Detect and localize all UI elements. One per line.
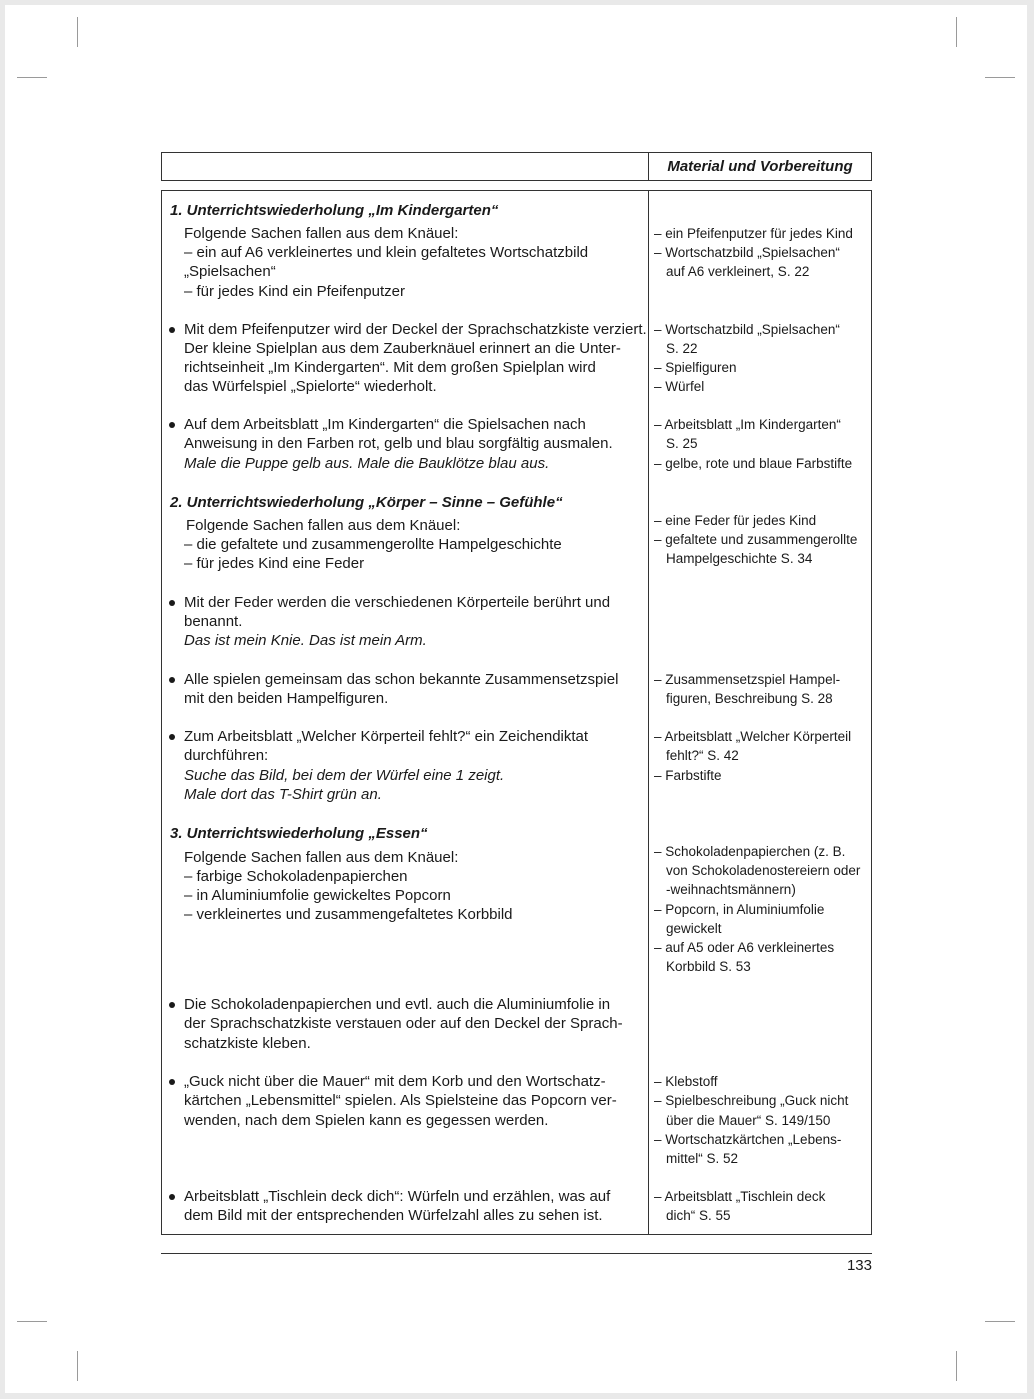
bullet-line: Mit dem Pfeifenputzer wird der Deckel der Sprachschatzkiste verziert. [184,321,647,338]
bullet-line: „Guck nicht über die Mauer“ mit dem Korb und den Wortschatz- [184,1073,606,1090]
intro-line: – die gefaltete und zusammengerollte Hampelgeschichte [184,536,562,553]
material-item: – eine Feder für jedes Kind [654,513,817,528]
material-item: – Arbeitsblatt „Welcher Körperteil [654,729,852,744]
intro-line: – für jedes Kind ein Pfeifenputzer [184,283,405,300]
material-item: S. 25 [666,436,698,451]
bullet-line: Auf dem Arbeitsblatt „Im Kindergarten“ die Spielsachen nach [184,416,586,433]
bullet-line: Die Schokoladenpapierchen und evtl. auch die Aluminiumfolie in [184,996,611,1013]
intro-line: Folgende Sachen fallen aus dem Knäuel: [184,849,459,866]
lesson-table [161,190,872,1235]
bullet-line: Mit der Feder werden die verschiedenen Körperteile berührt und [184,594,611,611]
bullet-line: das Würfelspiel „Spielorte“ wiederholt. [184,378,437,395]
bullet-line: Der kleine Spielplan aus dem Zauberknäuel erinnert an die Unter- [184,340,621,357]
footer-rule [161,1253,872,1254]
material-item: über die Mauer“ S. 149/150 [666,1113,831,1128]
bullet-line: Arbeitsblatt „Tischlein deck dich“: Würfeln und erzählen, was auf [184,1188,611,1205]
material-item: – Popcorn, in Aluminiumfolie [654,902,825,917]
bullet-line: richtseinheit „Im Kindergarten“. Mit dem großen Spielplan wird [184,359,596,376]
material-item: Korbbild S. 53 [666,959,751,974]
material-item: – gefaltete und zusammengerollte [654,532,858,547]
crop-mark [985,1321,1015,1322]
material-item: Hampelgeschichte S. 34 [666,551,813,566]
material-item: auf A6 verkleinert, S. 22 [666,264,810,279]
material-item: – Schokoladenpapierchen (z. B. [654,844,846,859]
crop-mark [77,17,78,47]
bullet-line: kärtchen „Lebensmittel“ spielen. Als Spielsteine das Popcorn ver- [184,1092,617,1109]
bullet-line: Alle spielen gemeinsam das schon bekannte Zusammensetzspiel [184,671,619,688]
column-divider [648,191,649,1234]
bullet-line: durchführen: [184,747,269,764]
bullet-line: benannt. [184,613,243,630]
material-item: mittel“ S. 52 [666,1151,739,1166]
intro-line: Folgende Sachen fallen aus dem Knäuel: [184,225,459,242]
material-item: – Würfel [654,379,705,394]
bullet-line: dem Bild mit der entsprechenden Würfelzahl alles zu sehen ist. [184,1207,603,1224]
material-item: gewickelt [666,921,722,936]
material-item: – Klebstoff [654,1074,718,1089]
crop-mark [956,1351,957,1381]
material-item: – Wortschatzbild „Spielsachen“ [654,322,840,337]
material-item: fehlt?“ S. 42 [666,748,739,763]
material-item: – Spielfiguren [654,360,737,375]
material-item: – ein Pfeifenputzer für jedes Kind [654,226,853,241]
intro-line: – verkleinertes und zusammengefaltetes Korbbild [184,906,513,923]
material-item: – Wortschatzbild „Spielsachen“ [654,245,840,260]
bullet-line: wenden, nach dem Spielen kann es gegessen werden. [184,1112,549,1129]
material-item: dich“ S. 55 [666,1208,731,1223]
page-number: 133 [846,1257,872,1274]
section-title: 1. Unterrichtswiederholung „Im Kindergarten“ [170,202,499,219]
intro-line: – in Aluminiumfolie gewickeltes Popcorn [184,887,451,904]
material-item: – gelbe, rote und blaue Farbstifte [654,456,853,471]
material-item: von Schokoladenostereiern oder [666,863,861,878]
intro-line: – für jedes Kind eine Feder [184,555,365,572]
material-item: S. 22 [666,341,698,356]
table-header [161,152,872,181]
material-item: – Spielbeschreibung „Guck nicht [654,1093,849,1108]
bullet-line: der Sprachschatzkiste verstauen oder auf den Deckel der Sprach- [184,1015,623,1032]
example-sentence: Male die Puppe gelb aus. Male die Bauklötze blau aus. [184,455,550,472]
material-item: – Farbstifte [654,768,722,783]
page [5,5,1027,1393]
bullet-line: Anweisung in den Farben rot, gelb und blau sorgfältig ausmalen. [184,435,613,452]
bullet-line: Zum Arbeitsblatt „Welcher Körperteil fehlt?“ ein Zeichendiktat [184,728,589,745]
bullet-line: schatzkiste kleben. [184,1035,311,1052]
crop-mark [17,1321,47,1322]
example-sentence: Male dort das T-Shirt grün an. [184,786,382,803]
material-item: figuren, Beschreibung S. 28 [666,691,833,706]
material-item: – Zusammensetzspiel Hampel- [654,672,841,687]
crop-mark [985,77,1015,78]
intro-line: Folgende Sachen fallen aus dem Knäuel: [186,517,461,534]
crop-mark [77,1351,78,1381]
material-item: -weihnachtsmännern) [666,882,796,897]
material-item: – auf A5 oder A6 verkleinertes [654,940,835,955]
intro-line: – farbige Schokoladenpapierchen [184,868,408,885]
bullet-line: mit den beiden Hampelfiguren. [184,690,389,707]
material-item: – Arbeitsblatt „Tischlein deck [654,1189,826,1204]
material-item: – Wortschatzkärtchen „Lebens- [654,1132,842,1147]
section-title: 3. Unterrichtswiederholung „Essen“ [170,825,428,842]
material-item: – Arbeitsblatt „Im Kindergarten“ [654,417,841,432]
example-sentence: Das ist mein Knie. Das ist mein Arm. [184,632,427,649]
crop-mark [17,77,47,78]
example-sentence: Suche das Bild, bei dem der Würfel eine 1 zeigt. [184,767,505,784]
section-title: 2. Unterrichtswiederholung „Körper – Sinne – Gefühle“ [170,494,563,511]
intro-line: „Spielsachen“ [184,263,276,280]
material-column-title: Material und Vorbereitung [667,158,853,175]
crop-mark [956,17,957,47]
intro-line: – ein auf A6 verkleinertes und klein gefaltetes Wortschatzbild [184,244,589,261]
